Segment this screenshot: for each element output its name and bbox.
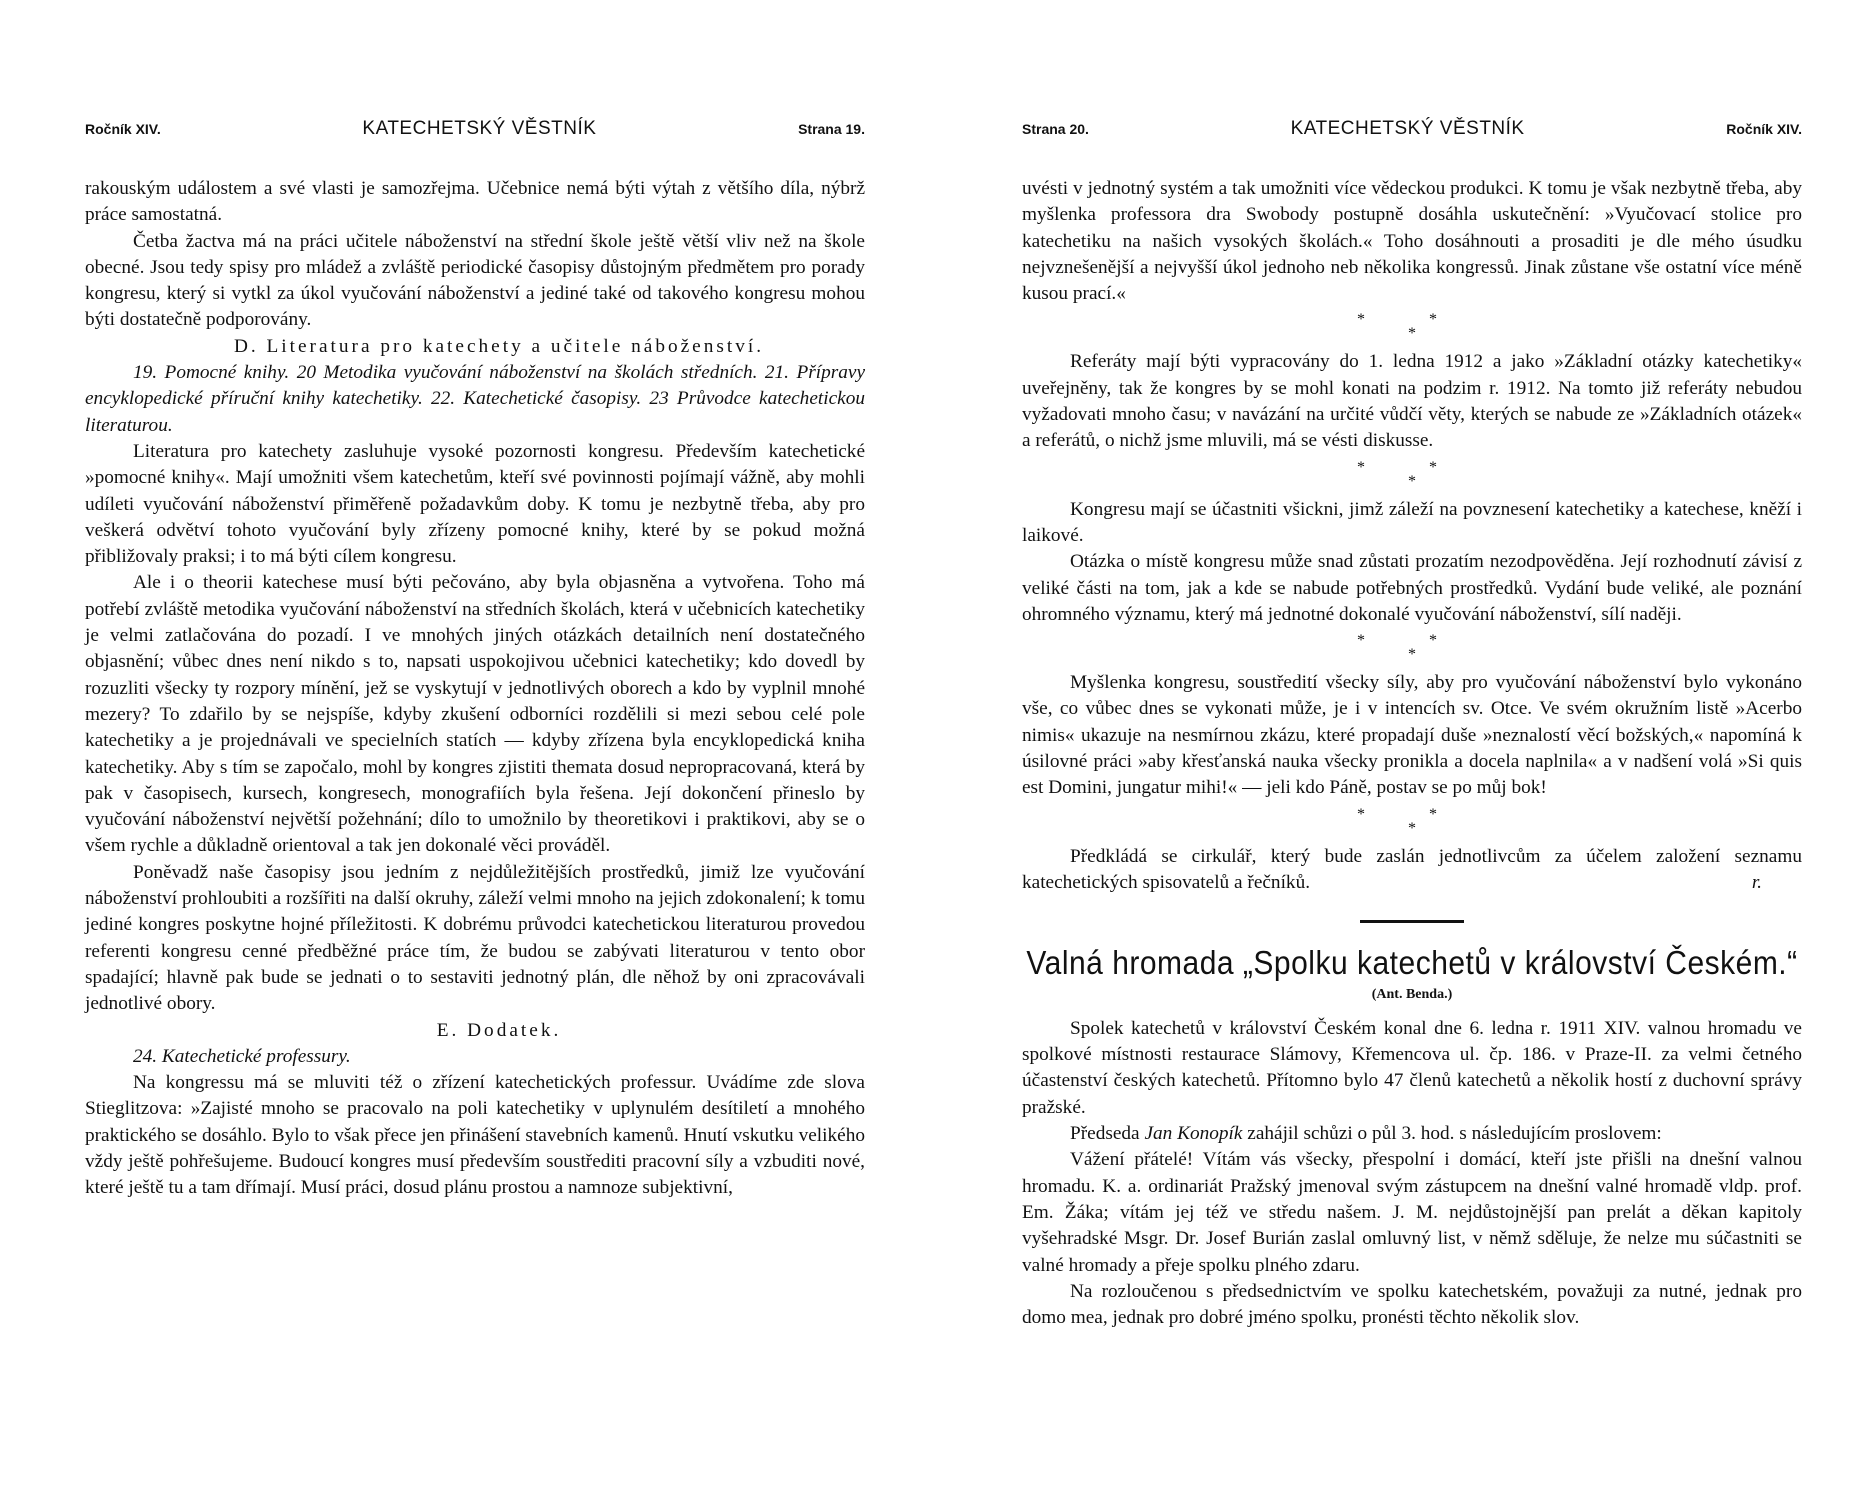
journal-title: KATECHETSKÝ VĚSTNÍK bbox=[1290, 118, 1525, 139]
paragraph: Myšlenka kongresu, soustředití všecky síly, aby pro vyučování náboženství bylo vykonáno vše, co vůbec dnes se vykonati může, je i v intencích sv. Otce. Ve svém okružním listě »Acerbo nimis« ukazuje na nesmírnou zkázu, které propadají duše »neznalostí věcí božských,« napomíná k úsilovné práci »aby křesťanská nauka všecky pronikla a docela naplnila« a v nadšení volá »Si quis est Domini, jungatur mihi!« — jeli kdo Páně, postav se po můj bok! bbox=[1022, 672, 1802, 799]
page-number: Strana 20. bbox=[1022, 121, 1089, 137]
page-number: Strana 19. bbox=[798, 121, 865, 137]
left-running-head bbox=[85, 118, 865, 140]
volume-label: Ročník XIV. bbox=[1726, 121, 1802, 137]
journal-title: KATECHETSKÝ VĚSTNÍK bbox=[362, 118, 597, 139]
author-initial: r. bbox=[1751, 871, 1762, 893]
chair-name: Jan Konopík bbox=[1144, 1123, 1243, 1145]
asterism-separator: * * * bbox=[1357, 632, 1467, 664]
paragraph: Vážení přátelé! Vítám vás všecky, přespolní i domácí, kteří jste přišli na dnešní valnou hromadu. K. a. ordinariát Pražský jmenoval svým zástupcem na dnešní valné hromadě vldp. prof. Em. Žáka; vítám jej též ve středu našem. J. M. nejdůstojnější pan prelát a děkan kapitoly vyšehradské Msgr. Dr. Josef Burián zaslal omluvný list, v němž sděluje, že nelze mu súčastniti se valné hromady a přeje spolku plného zdaru. bbox=[1022, 1149, 1802, 1276]
paragraph: rakouským událostem a své vlasti je samozřejma. Učebnice nemá býti výtah z většího díla, nýbrž práce samostatná. bbox=[85, 178, 865, 226]
paragraph: Na kongressu má se mluviti též o zřízení katechetických professur. Uvádíme zde slova Stieglitzova: »Zajisté mnoho se pracovalo na poli katechetiky v uplynulém desítiletí a mnohého praktického se dosáhlo. Bylo to však přece jen přinášení stavebních kamenů. Hnutí vskutku velikého vždy ještě pohřešujeme. Budoucí kongres musí především soustřediti pracovní síly a vzbuditi nové, které ještě tu a tam dřímají. Musí práci, dosud plánu prostou a namnoze subjektivní, bbox=[85, 1072, 865, 1199]
paragraph: Otázka o místě kongresu může snad zůstati prozatím nezodpověděna. Její rozhodnutí závisí z veliké části na tom, jak a kde se nabude potřebných prostředků. Vydání bude veliké, ale poznání ohromného významu, který má jednotné dokonalé vyučování náboženství, sílí naději. bbox=[1022, 551, 1802, 625]
paragraph: Referáty mají býti vypracovány do 1. ledna 1912 a jako »Základní otázky katechetiky« uveřejněny, tak že kongres by se mohl konati na podzim r. 1912. Na tomto již referáty nebudou vyžadovati mnoho času; v navázání na určité vůdčí věty, kterých se nabude ze »Základních otázek« a referátů, o nichž jsme mluvili, má se vésti diskusse. bbox=[1022, 351, 1802, 452]
paragraph: Poněvadž naše časopisy jsou jedním z nejdůležitějších prostředků, jimiž lze vyučování náboženství prohloubiti a rozšířiti na další okruhy, záleží velmi mnoho na jejich zdokonalení; k tomu jediné kongres poskytne hojné příležitosti. K dobrému průvodci katechetickou literaturou provedou referenti kongresu cenné předběžné práce tím, že budou se zabývati literaturou v tento obor spadající; hlavně pak bude se jednati o to sestaviti jednotný plán, dle něhož by oni zpracovávali jednotlivé obory. bbox=[85, 861, 865, 1015]
paragraph-text: Předseda bbox=[1070, 1123, 1145, 1145]
paragraph: Kongresu mají se účastniti všickni, jimž záleží na povznesení katechetiky a katechese, kněží i laikové. bbox=[1022, 498, 1802, 546]
volume-label: Ročník XIV. bbox=[85, 121, 161, 137]
paragraph-text: zahájil schůzi o půl 3. hod. s následujícím proslovem: bbox=[1242, 1123, 1662, 1145]
left-page bbox=[85, 118, 865, 1202]
asterism-separator: * * * bbox=[1357, 311, 1467, 343]
right-page bbox=[1022, 118, 1802, 1331]
right-body-text bbox=[1022, 176, 1802, 1331]
paragraph: uvésti v jednotný systém a tak umožniti více vědeckou produkci. K tomu je však nezbytně třeba, aby myšlenka professora dra Swobody postupně dosáhla uskutečnění: »Vyučovací stolice pro katechetiku na našich vysokých školách.« Toho dosáhnouti a prosaditi je dle mého úsudku nejvznešenější a nejvyšší úkol jednoho neb několika kongressů. Jinak zůstane vše ostatní více méně kusou prací.« bbox=[1022, 178, 1802, 305]
paragraph bbox=[1022, 1121, 1802, 1147]
paragraph bbox=[1022, 844, 1802, 897]
asterism-separator: * * * bbox=[1357, 805, 1467, 837]
paragraph: Ale i o theorii katechese musí býti pečováno, aby byla objasněna a vytvořena. Toho má potřebí zvláště metodika vyučování náboženství na středních školách, která v učebnicích katechetiky je velmi zatlačována do pozadí. I ve mnohých jiných otázkách detailních není dostatečného objasnění; vůbec dnes není nikdo s to, napsati uspokojivou učebnici katechetiky; kdo dovedl by rozuzliti všecky ty rozpory mínění, jež se vyskytují v jednotlivých oborech a kdo by vyplnil mnohé mezery? To zdařilo by se nejspíše, kdyby zkušení odborníci rozdělili si mezi sebou celé pole katechetiky a je projednávali ve specielních statích — kdyby zřízena byla encyklopedická kniha katechetiky. Aby s tím se započalo, mohl by kongres zjistiti themata dosud nepropracovaná, která by pak v časopisech, kursech, kongresech, monografiích byla řešena. Její dokončení přineslo by vyučování náboženství největší požehnání; dílo to umožnilo by theoretikovi i praktikovi, aby se o všem rychle a důkladně orientoval a tak jen dokonalé věci prováděl. bbox=[85, 572, 865, 857]
section-rule bbox=[1360, 920, 1464, 923]
paragraph: Na rozloučenou s předsednictvím ve spolku katechetském, považuji za nutné, jednak pro domo mea, jednak pro dobré jméno spolku, pronésti těchto několik slov. bbox=[1022, 1280, 1802, 1329]
right-running-head bbox=[1022, 118, 1802, 140]
asterism-separator: * * * bbox=[1357, 458, 1467, 490]
paragraph: Spolek katechetů v království Českém konal dne 6. ledna r. 1911 XIV. valnou hromadu ve spolkové místnosti restaurace Slámovy, Křemencova ul. čp. 186. v Praze-II. za velmi četného účastenství českých katechetů. Přítomno bylo 47 členů katechetů a několik hostí z duchovní správy pražské. bbox=[1022, 1017, 1802, 1118]
section-heading-d: D. Literatura pro katechety a učitele náboženství. bbox=[233, 335, 765, 357]
paragraph: Literatura pro katechety zasluhuje vysoké pozornosti kongresu. Především katechetické »pomocné knihy«. Mají umožniti všem katechetům, kteří své povinnosti pojímají vážně, aby mohli udíleti vyučování náboženství přiměřeně požadavkům doby. K tomu je nezbytně třeba, aby pro veškerá odvětví tohoto vyučování byly zřízeny pomocné knihy, které by se pokud možná přibližovaly praksi; i to má býti cílem kongresu. bbox=[85, 440, 865, 568]
left-body-text bbox=[85, 176, 865, 1202]
paragraph: Četba žactva má na práci učitele náboženství na střední škole ještě větší vliv než na škole obecné. Jsou tedy spisy pro mládež a zvláště periodické časopisy důstojným předmětem pro porady kongresu, který si vytkl za úkol vyučování náboženství a jediné také od takového kongresu mohou býti dostatečně podporovány. bbox=[85, 230, 865, 331]
article-byline: (Ant. Benda.) bbox=[1371, 986, 1453, 1002]
section-heading-e: E. Dodatek. bbox=[436, 1019, 562, 1041]
item-heading: 24. Katechetické professury. bbox=[133, 1045, 351, 1067]
topic-list: 19. Pomocné knihy. 20 Metodika vyučování náboženství na školách středních. 21. Přípravy encyklopedické příruční knihy katechetiky. 22. Katechetické časopisy. 23 Průvodce katechetickou literaturou. bbox=[85, 362, 865, 436]
paragraph-text: Předkládá se cirkulář, který bude zaslán jednotlivcům za účelem založení seznamu katechetických spisovatelů a řečníků. bbox=[1022, 845, 1802, 893]
article-title: Valná hromada „Spolku katechetů v království Českém.“ bbox=[1026, 945, 1798, 983]
